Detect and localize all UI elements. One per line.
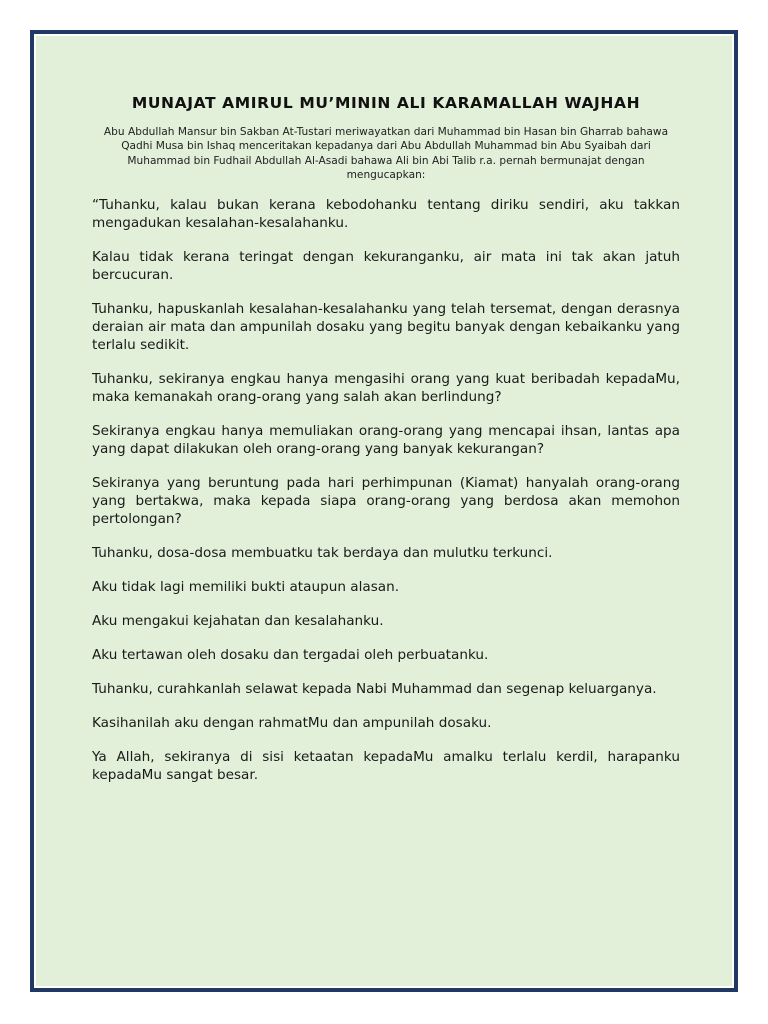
paragraph: Tuhanku, dosa-dosa membuatku tak berdaya dan mulutku terkunci. [92,544,553,561]
page-background [36,36,732,986]
paragraph: Tuhanku, sekiranya engkau hanya mengasihi orang yang kuat beribadah kepadaMu, maka kemanakah orang-orang yang salah akan berlindung? [92,370,680,405]
paragraph: Aku tidak lagi memiliki bukti ataupun alasan. [92,578,400,595]
paragraph: Kasihanilah aku dengan rahmatMu dan ampunilah dosaku. [92,714,492,731]
paragraph: Sekiranya engkau hanya memuliakan orang-orang yang mencapai ihsan, lantas apa yang dapat dilakukan oleh orang-orang yang banyak kekurangan? [92,422,680,457]
paragraph: Aku mengakui kejahatan dan kesalahanku. [92,612,384,629]
munajat-body [92,196,680,784]
paragraph: Ya Allah, sekiranya di sisi ketaatan kepadaMu amalku terlalu kerdil, harapanku kepadaMu sangat besar. [92,748,680,783]
paragraph: Kalau tidak kerana teringat dengan kekuranganku, air mata ini tak akan jatuh bercucuran. [92,248,680,283]
paragraph: “Tuhanku, kalau bukan kerana kebodohanku tentang diriku sendiri, aku takkan mengadukan kesalahan-kesalahanku. [92,196,680,231]
paragraph: Tuhanku, hapuskanlah kesalahan-kesalahanku yang telah tersemat, dengan derasnya deraian air mata dan ampunilah dosaku yang begitu banyak dengan kebaikanku yang terlalu sedikit. [92,300,680,353]
document-title: MUNAJAT AMIRUL MU’MININ ALI KARAMALLAH WAJHAH [131,94,641,112]
document-content [92,94,680,800]
paragraph: Sekiranya yang beruntung pada hari perhimpunan (Kiamat) hanyalah orang-orang yang bertakwa, maka kepada siapa orang-orang yang berdosa akan memohon pertolongan? [92,474,680,527]
intro-paragraph: Abu Abdullah Mansur bin Sakban At-Tustari meriwayatkan dari Muhammad bin Hasan bin Gharrab bahawa Qadhi Musa bin Ishaq menceritakan kepadanya dari Abu Abdullah Muhammad bin Abu Syaibah dari Muhammad bin Fudhail Abdullah Al-Asadi bahawa Ali bin Abi Talib r.a. pernah bermunajat dengan mengucapkan: [103,126,669,182]
document-page [30,30,738,992]
paragraph: Tuhanku, curahkanlah selawat kepada Nabi Muhammad dan segenap keluarganya. [92,680,657,697]
paragraph: Aku tertawan oleh dosaku dan tergadai oleh perbuatanku. [92,646,489,663]
